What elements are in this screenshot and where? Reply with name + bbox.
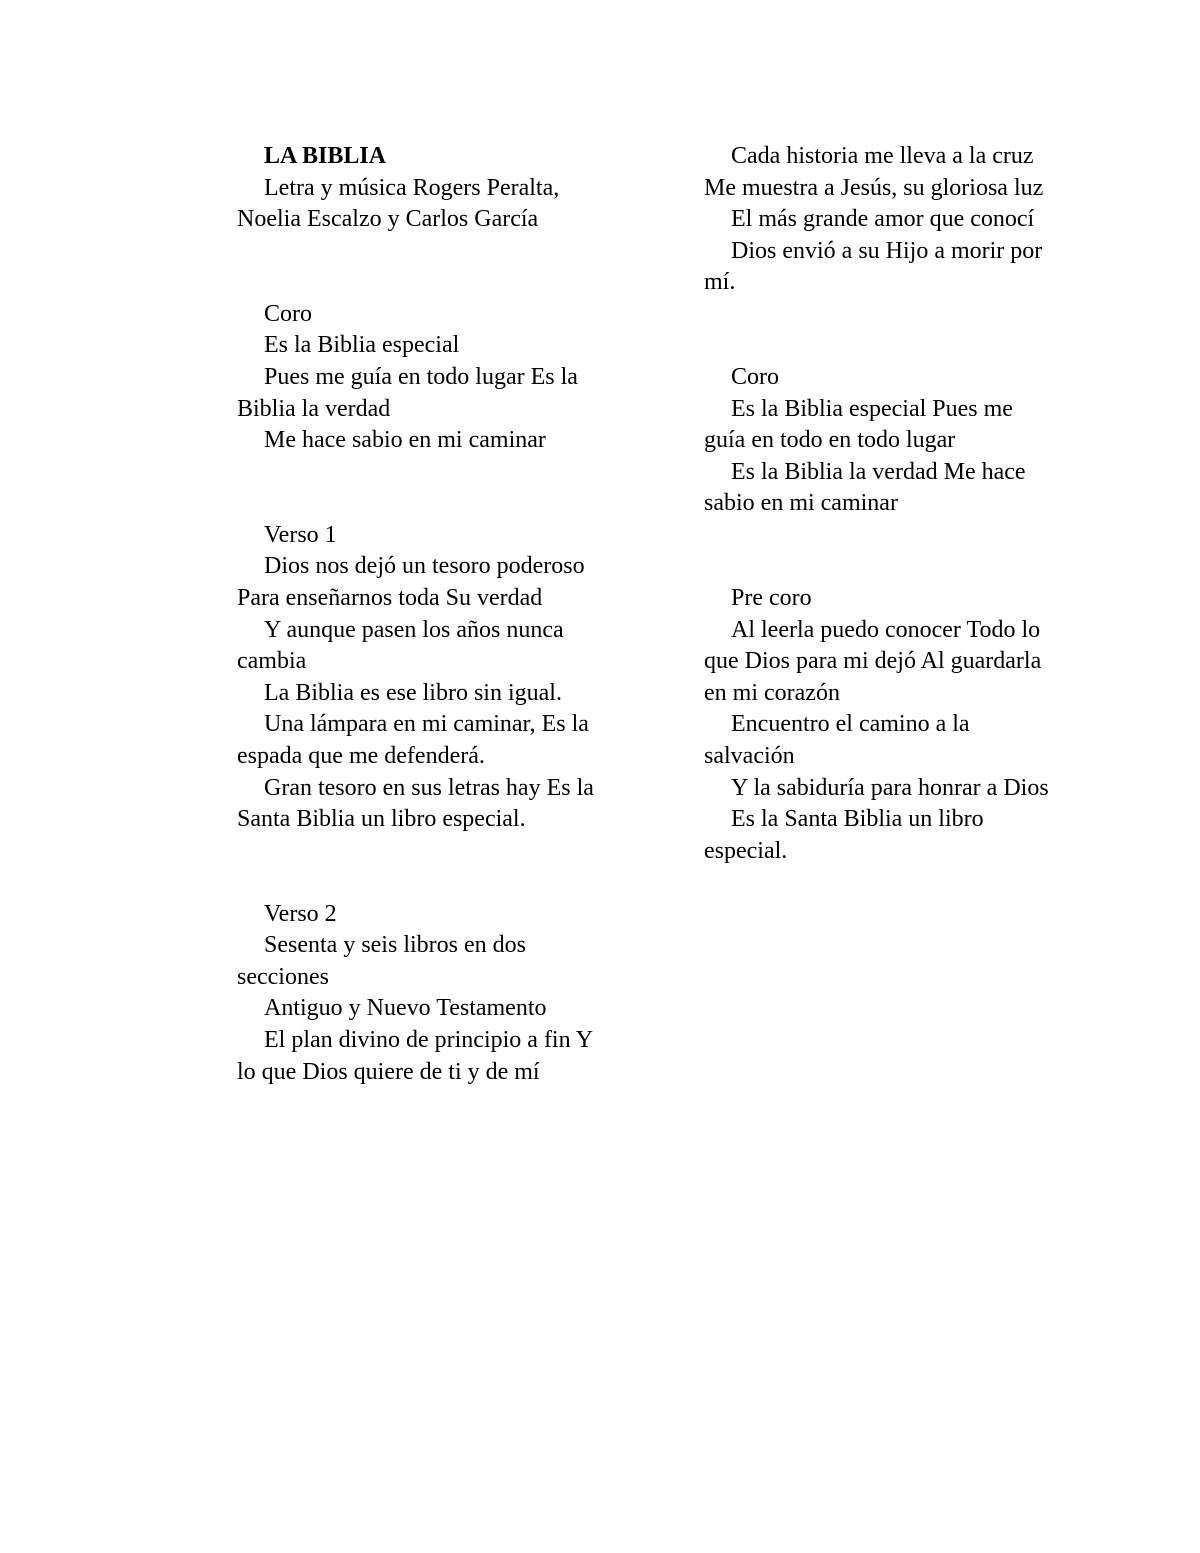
lyric-line: La Biblia es ese libro sin igual. <box>264 679 562 706</box>
lyric-line: Dios nos dejó un tesoro poderoso Para enseñarnos toda Su verdad <box>237 553 585 611</box>
right-column <box>704 141 1049 867</box>
section-gap <box>704 299 1049 362</box>
left-column <box>237 141 597 1088</box>
lyric-line: Encuentro el camino a la salvación <box>704 711 970 769</box>
lyric-line: Pues me guía en todo lugar Es la Biblia la verdad <box>237 363 578 422</box>
lyric-line: Me hace sabio en mi caminar <box>264 427 546 454</box>
lyric-line: Es la Santa Biblia un libro especial. <box>704 806 984 864</box>
section-label-verso-1: Verso 1 <box>264 521 337 548</box>
lyric-line: Gran tesoro en sus letras hay Es la Santa Biblia un libro especial. <box>237 774 594 833</box>
lyric-line: El más grande amor que conocí <box>731 206 1035 233</box>
lyric-line: El plan divino de principio a fin Y lo que Dios quiere de ti y de mí <box>237 1027 593 1085</box>
lyric-line: Dios envió a su Hijo a morir por mí. <box>704 237 1043 296</box>
lyric-line: Una lámpara en mi caminar, Es la espada que me defenderá. <box>237 711 589 769</box>
section-gap <box>237 236 597 299</box>
section-gap <box>237 836 597 899</box>
lyric-line: Y la sabiduría para honrar a Dios <box>731 774 1049 801</box>
lyric-line: Y aunque pasen los años nunca cambia <box>237 616 564 675</box>
section-gap <box>704 520 1049 583</box>
lyric-line: Cada historia me lleva a la cruz Me muestra a Jesús, su gloriosa luz <box>704 143 1044 201</box>
section-gap <box>237 457 597 520</box>
lyric-line: Es la Biblia especial <box>264 332 460 359</box>
section-label-coro: Coro <box>264 300 312 327</box>
lyric-line: Al leerla puedo conocer Todo lo que Dios para mi dejó Al guardarla en mi corazón <box>704 616 1042 706</box>
section-label-pre-coro: Pre coro <box>731 584 812 611</box>
lyric-line: Es la Biblia especial Pues me guía en todo en todo lugar <box>704 395 1013 454</box>
section-label-coro: Coro <box>731 363 779 390</box>
lyric-line: Sesenta y seis libros en dos secciones <box>237 932 526 990</box>
section-label-verso-2: Verso 2 <box>264 900 337 927</box>
lyric-line: Antiguo y Nuevo Testamento <box>264 995 547 1022</box>
song-credits: Letra y música Rogers Peralta, Noelia Escalzo y Carlos García <box>237 174 560 233</box>
lyric-line: Es la Biblia la verdad Me hace sabio en mi caminar <box>704 458 1026 517</box>
song-title: LA BIBLIA <box>264 143 387 169</box>
